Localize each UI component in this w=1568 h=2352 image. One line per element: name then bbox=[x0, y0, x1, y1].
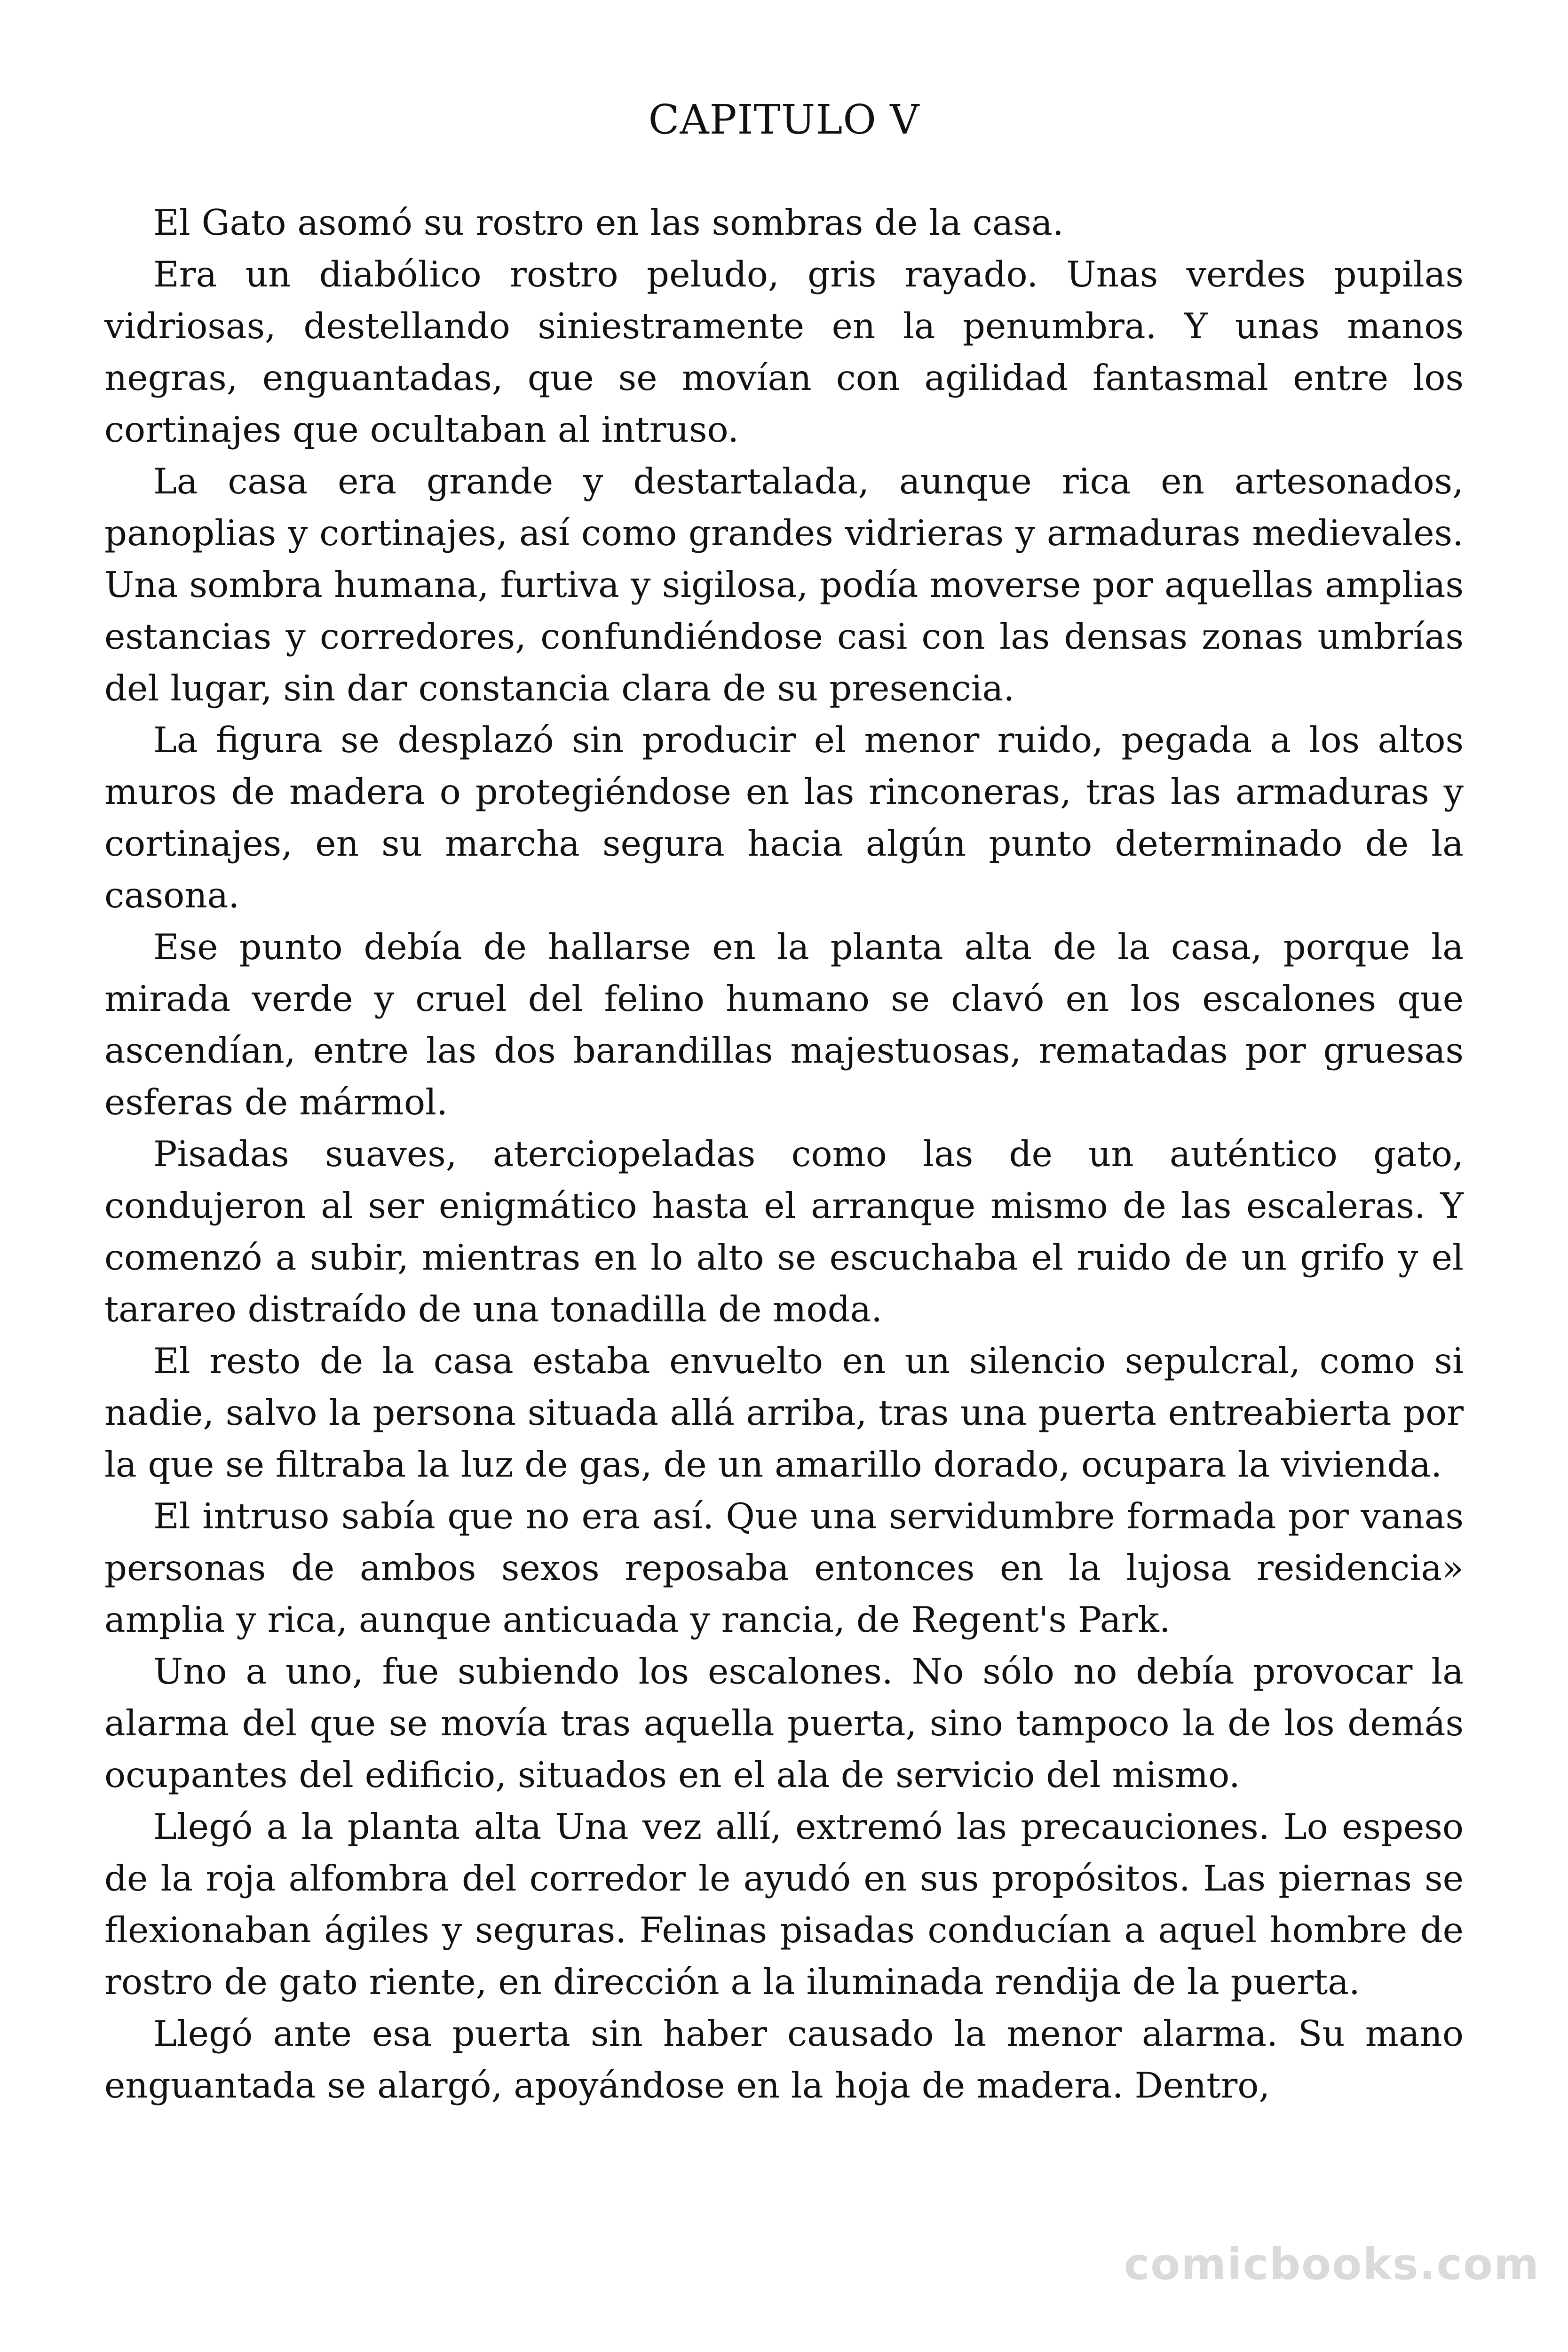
book-page bbox=[104, 94, 1464, 2111]
paragraph: Uno a uno, fue subiendo los escalones. No sólo no debía provocar la alarma del que se movía tras aquella puerta, sino tampoco la de los demás ocupantes del edificio, situados en el ala de servicio del mismo. bbox=[104, 1651, 1464, 1796]
paragraph: Llegó ante esa puerta sin haber causado la menor alarma. Su mano enguantada se alargó, apoyándose en la hoja de madera. Dentro, bbox=[104, 2013, 1464, 2106]
watermark: comicbooks.com bbox=[1124, 2239, 1540, 2289]
body-text bbox=[104, 197, 1464, 2111]
paragraph: El intruso sabía que no era así. Que una servidumbre formada por vanas personas de ambos sexos reposaba entonces en la lujosa residencia» amplia y rica, aunque anticuada y rancia, de Regent's Park. bbox=[104, 1495, 1464, 1640]
paragraph: La casa era grande y destartalada, aunque rica en artesonados, panoplias y cortinajes, así como grandes vidrieras y armaduras medievales. Una sombra humana, furtiva y sigilosa, podía moverse por aquellas amplias estancias y corredores, confundiéndose casi con las densas zonas umbrías del lugar, sin dar constancia clara de su presencia. bbox=[104, 461, 1464, 709]
paragraph: Ese punto debía de hallarse en la planta alta de la casa, porque la mirada verde y cruel del felino humano se clavó en los escalones que ascendían, entre las dos barandillas majestuosas, rematadas por gruesas esferas de mármol. bbox=[104, 926, 1464, 1123]
paragraph: Pisadas suaves, aterciopeladas como las de un auténtico gato, condujeron al ser enigmático hasta el arranque mismo de las escaleras. Y comenzó a subir, mientras en lo alto se escuchaba el ruido de un grifo y el tarareo distraído de una tonadilla de moda. bbox=[104, 1133, 1464, 1330]
paragraph: El resto de la casa estaba envuelto en un silencio sepulcral, como si nadie, salvo la persona situada allá arriba, tras una puerta entreabierta por la que se filtraba la luz de gas, de un amarillo dorado, ocupara la vivienda. bbox=[104, 1340, 1464, 1485]
chapter-title: CAPITULO V bbox=[648, 96, 920, 143]
paragraph: El Gato asomó su rostro en las sombras de la casa. bbox=[153, 202, 1064, 243]
paragraph: La figura se desplazó sin producir el menor ruido, pegada a los altos muros de madera o protegiéndose en las rinconeras, tras las armaduras y cortinajes, en su marcha segura hacia algún punto determinado de la casona. bbox=[104, 719, 1464, 916]
paragraph: Llegó a la planta alta Una vez allí, extremó las precauciones. Lo espeso de la roja alfombra del corredor le ayudó en sus propósitos. Las piernas se flexionaban ágiles y seguras. Felinas pisadas conducían a aquel hombre de rostro de gato riente, en dirección a la iluminada rendija de la puerta. bbox=[104, 1806, 1464, 2002]
paragraph: Era un diabólico rostro peludo, gris rayado. Unas verdes pupilas vidriosas, destellando siniestramente en la penumbra. Y unas manos negras, enguantadas, que se movían con agilidad fantasmal entre los cortinajes que ocultaban al intruso. bbox=[104, 254, 1464, 450]
